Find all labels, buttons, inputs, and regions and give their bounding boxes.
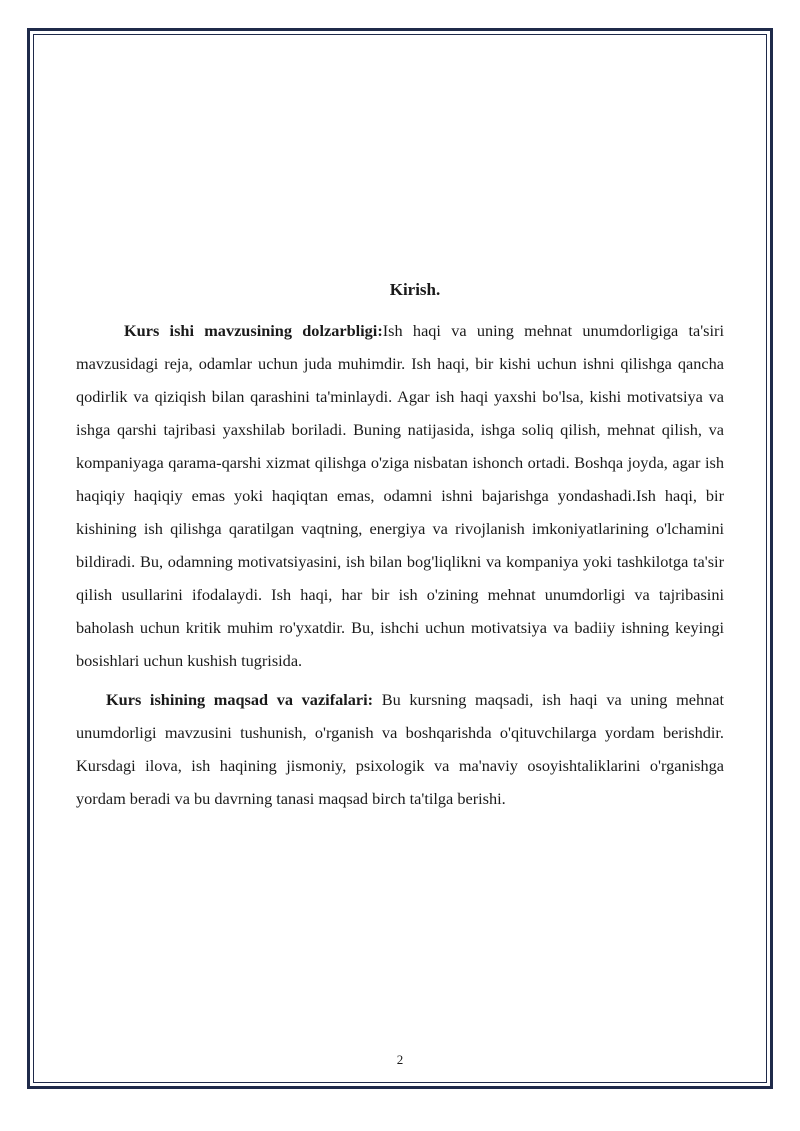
paragraph-label: Kurs ishining maqsad va vazifalari: [106, 690, 374, 709]
paragraph-goals [76, 683, 724, 815]
document-body [76, 278, 724, 815]
paragraph-label: Kurs ishi mavzusining dolzarbligi: [124, 321, 383, 340]
paragraph-text: Ish haqi va uning mehnat unumdorligiga ta'siri mavzusidagi reja, odamlar uchun juda muhimdir. Ish haqi, bir kishi uchun ishni qilishga qancha qodirlik va qiziqish bilan qarashini ta'minlaydi. Agar ish haqi yaxshi bo'lsa, kishi motivatsiya va ishga qarshi tajribasi yaxshilab boriladi. Buning natijasida, ishga soliq qilish, mehnat qilish, va kompaniyaga qarama-qarshi xizmat qilishga o'ziga nisbatan ishonch ortadi. Boshqa joyda, agar ish haqiqiy haqiqiy emas yoki haqiqtan emas, odamni ishni bajarishga yondashadi.Ish haqi, bir kishining ish qilishga qaratilgan vaqtning, energiya va rivojlanish imkoniyatlarining o'lchamini bildiradi. Bu, odamning motivatsiyasini, ish bilan bog'liqlikni va kompaniya yoki tashkilotga ta'sir qilish usullarini ifodalaydi. Ish haqi, har bir ish o'zining mehnat unumdorligi va tajribasini baholash uchun kritik muhim ro'yxatdir. Bu, ishchi uchun motivatsiya va badiiy ishning keyingi bosishlari uchun kushish tugrisida. [76, 321, 724, 670]
paragraph-text: Bu kursning maqsadi, ish haqi va uning mehnat unumdorligi mavzusini tushunish, o'rganish va boshqarishda o'qituvchilarga yordam berishdir. Kursdagi ilova, ish haqining jismoniy, psixologik va ma'naviy osoyishtaliklarini o'rganishga yordam beradi va bu davrning tanasi maqsad birch ta'tilga berishi. [76, 690, 724, 808]
page-number: 2 [396, 1052, 404, 1067]
section-heading: Kirish. [389, 280, 441, 299]
paragraph-relevance [76, 314, 724, 677]
